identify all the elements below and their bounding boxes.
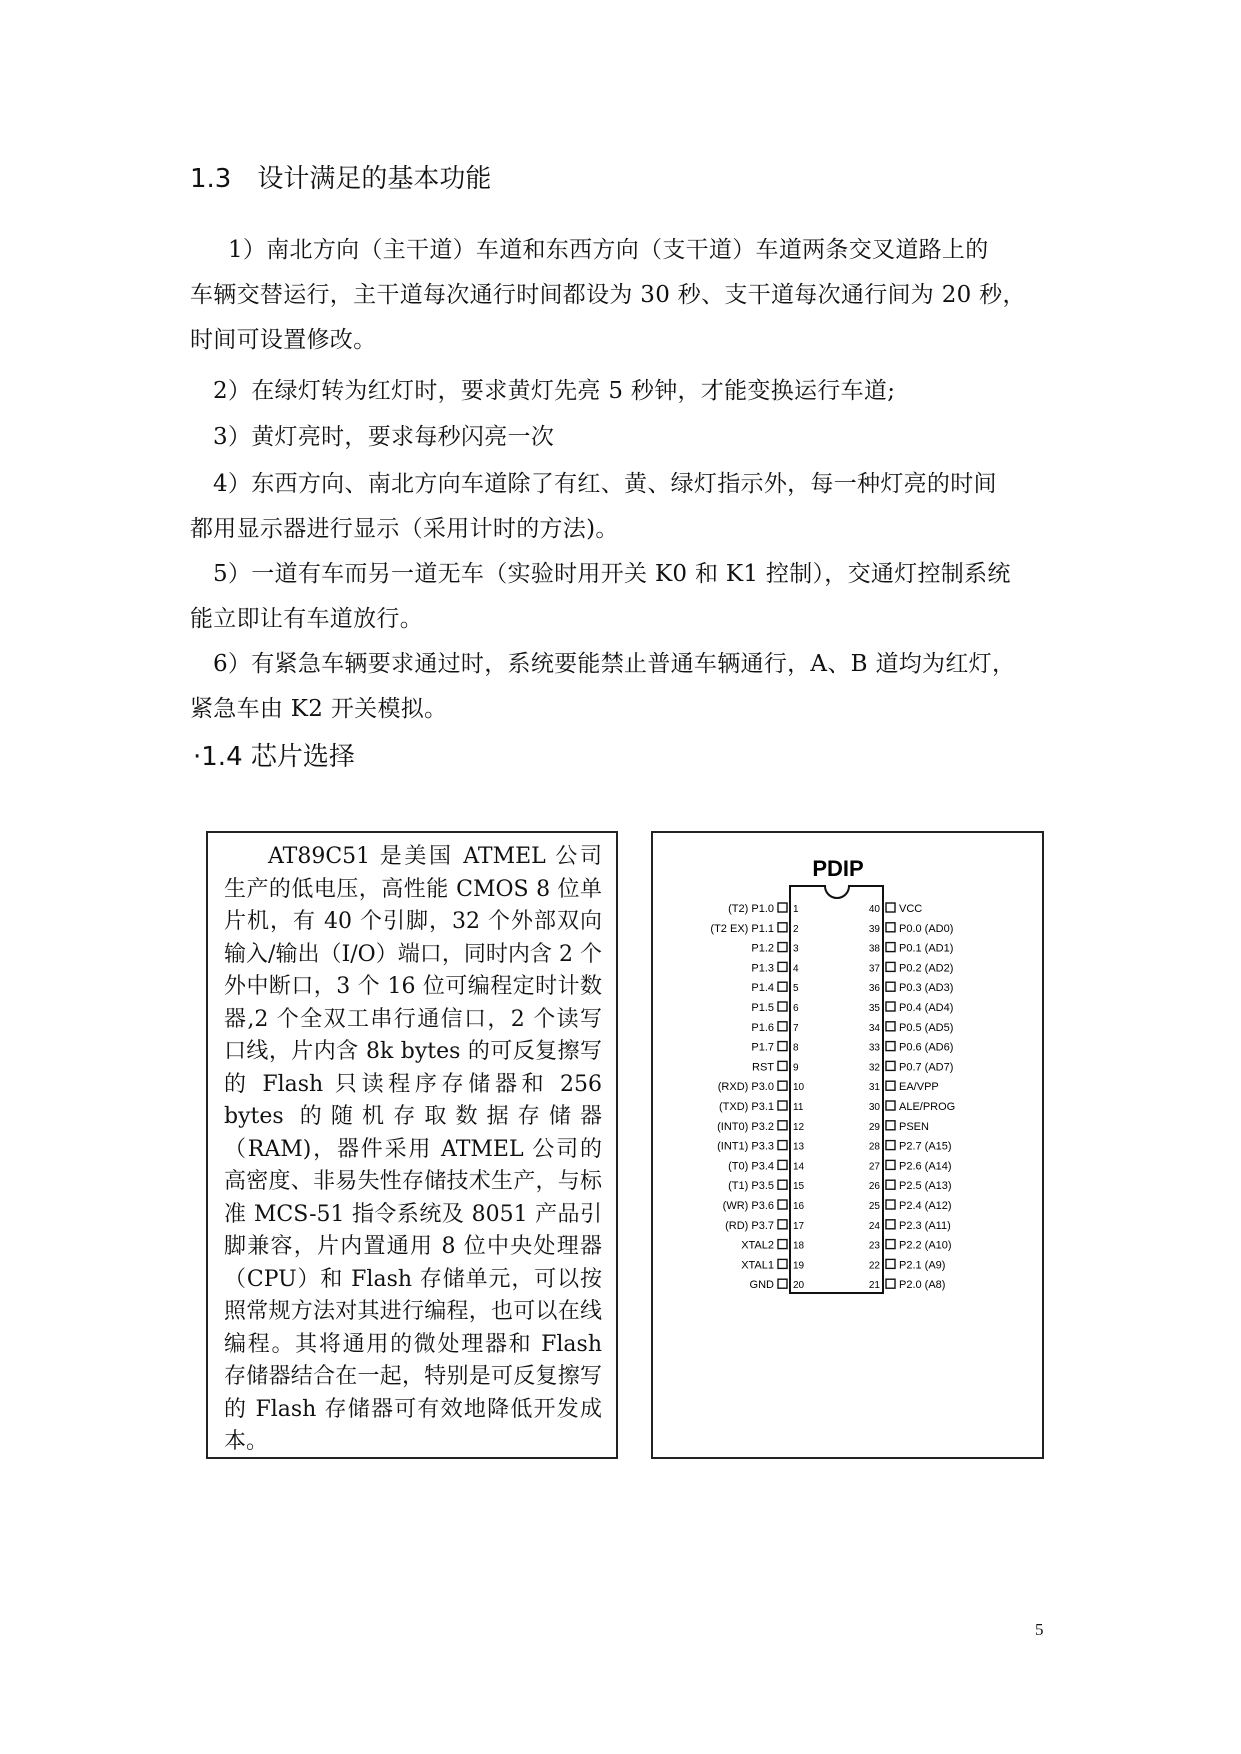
- pin-number: 28: [868, 1141, 880, 1153]
- pin-label: ALE/PROG: [899, 1101, 956, 1113]
- pin-35: [869, 1002, 954, 1014]
- pin-label: GND: [749, 1279, 774, 1292]
- item-5-line: 5）一道有车而另一道无车（实验时用开关 K0 和 K1 控制），交通灯控制系统: [213, 561, 1011, 587]
- pin-square: [886, 1141, 895, 1150]
- pin-square: [886, 962, 895, 971]
- pin-label: XTAL2: [741, 1239, 774, 1252]
- pin-number: 12: [793, 1121, 805, 1133]
- pin-square: [886, 903, 895, 912]
- pin-number: 14: [793, 1161, 805, 1173]
- pin-label: P1.6: [751, 1021, 774, 1034]
- pin-square: [778, 903, 787, 912]
- pin-square: [886, 1180, 895, 1189]
- item-1-line: 时间可设置修改。: [190, 327, 377, 353]
- pin-label: P0.4 (AD4): [899, 1002, 954, 1014]
- pin-square: [778, 1259, 787, 1268]
- pin-square: [778, 1061, 787, 1070]
- pin-label: (TXD) P3.1: [718, 1101, 774, 1113]
- pin-square: [778, 1180, 787, 1189]
- pin-square: [778, 1121, 787, 1130]
- item-5-paragraph: [190, 552, 1070, 642]
- pin-label: (T1) P3.5: [728, 1180, 774, 1193]
- pin-label: P0.3 (AD3): [899, 982, 954, 995]
- pin-11: [719, 1101, 804, 1113]
- pin-number: 29: [868, 1121, 880, 1133]
- pin-8: [751, 1042, 799, 1054]
- pin-number: 6: [793, 1003, 799, 1014]
- pin-33: [869, 1042, 954, 1054]
- pin-10: [718, 1081, 805, 1093]
- pin-number: 39: [868, 923, 880, 935]
- pin-21: [869, 1279, 946, 1291]
- pin-20: [750, 1279, 805, 1291]
- pin-label: P1.3: [751, 962, 774, 975]
- pin-40: [869, 903, 922, 915]
- pin-27: [869, 1160, 952, 1172]
- pin-39: [869, 923, 954, 935]
- pin-number: 1: [793, 904, 799, 915]
- pin-square: [886, 1022, 895, 1031]
- pin-square: [778, 1002, 787, 1011]
- chip-description-text: [224, 841, 602, 1459]
- pin-label: P2.0 (A8): [899, 1279, 946, 1292]
- chip-diagram-box: [651, 831, 1044, 1459]
- pin-number: 20: [793, 1280, 805, 1292]
- pin-number: 30: [868, 1102, 880, 1113]
- pin-label: (RD) P3.7: [725, 1219, 774, 1232]
- pin-number: 32: [868, 1062, 880, 1074]
- pin-number: 11: [793, 1102, 804, 1113]
- pin-square: [778, 982, 787, 991]
- pin-13: [717, 1141, 804, 1153]
- pin-22: [869, 1259, 946, 1271]
- pin-square: [886, 1061, 895, 1070]
- pin-square: [778, 1279, 787, 1288]
- pin-number: 5: [793, 983, 799, 995]
- pin-12: [717, 1121, 804, 1133]
- item-1-line: 车辆交替运行，主干道每次通行时间都设为 30 秒、支干道每次通行间为 20 秒，: [190, 282, 1026, 308]
- pin-label: P0.2 (AD2): [899, 962, 954, 975]
- pin-square: [886, 1240, 895, 1249]
- pin-label: P2.6 (A14): [899, 1160, 952, 1173]
- pin-square: [886, 1220, 895, 1229]
- pin-number: 9: [793, 1062, 799, 1074]
- pin-label: P2.1 (A9): [899, 1259, 946, 1272]
- pin-14: [728, 1160, 804, 1172]
- right-pin-column: [869, 903, 955, 1291]
- item-6-paragraph: [190, 642, 1070, 732]
- pin-37: [869, 962, 954, 974]
- chip-description-box: [206, 831, 618, 1459]
- item-1-paragraph: [190, 228, 1070, 363]
- pin-label: XTAL1: [741, 1259, 774, 1272]
- pin-number: 27: [868, 1161, 880, 1173]
- pin-24: [869, 1220, 951, 1232]
- pin-square: [778, 1141, 787, 1150]
- pin-number: 34: [868, 1022, 880, 1034]
- pin-label: PSEN: [899, 1120, 929, 1133]
- pin-number: 25: [868, 1201, 880, 1212]
- pin-number: 23: [868, 1240, 880, 1252]
- pin-label: VCC: [899, 903, 923, 915]
- pin-34: [869, 1022, 954, 1034]
- pdip-pinout-diagram: [653, 833, 1042, 1457]
- pin-label: P2.5 (A13): [899, 1180, 952, 1193]
- pin-number: 13: [793, 1141, 805, 1153]
- pin-16: [723, 1200, 805, 1212]
- pin-2: [710, 923, 799, 935]
- pin-number: 15: [793, 1181, 805, 1193]
- pin-label: (INT1) P3.3: [717, 1140, 774, 1153]
- pin-number: 10: [793, 1082, 805, 1094]
- pin-label: P1.4: [751, 982, 774, 995]
- item-2-text: 2）在绿灯转为红灯时，要求黄灯先亮 5 秒钟，才能变换运行车道;: [213, 378, 896, 404]
- pin-18: [741, 1240, 804, 1252]
- pin-number: 2: [793, 923, 799, 935]
- pin-number: 35: [868, 1003, 880, 1014]
- pin-square: [886, 923, 895, 932]
- pin-7: [751, 1022, 799, 1034]
- pin-square: [886, 1002, 895, 1011]
- pin-square: [778, 1240, 787, 1249]
- pin-square: [886, 1101, 895, 1110]
- pin-label: P1.7: [751, 1041, 774, 1054]
- pin-number: 38: [868, 943, 880, 955]
- pin-label: (INT0) P3.2: [717, 1120, 774, 1133]
- pin-1: [728, 903, 799, 915]
- pin-number: 16: [793, 1201, 805, 1212]
- pin-label: P2.7 (A15): [899, 1140, 952, 1153]
- item-4-line: 都用显示器进行显示（采用计时的方法)。: [190, 516, 619, 542]
- pin-9: [752, 1061, 799, 1073]
- pin-square: [886, 1279, 895, 1288]
- pin-number: 7: [793, 1022, 799, 1034]
- pin-label: P0.0 (AD0): [899, 922, 954, 935]
- item-6-line: 6）有紧急车辆要求通过时，系统要能禁止普通车辆通行，A、B 道均为红灯，: [213, 651, 1016, 677]
- pin-label: (T0) P3.4: [728, 1160, 774, 1173]
- pin-29: [869, 1121, 929, 1133]
- pin-36: [869, 982, 954, 994]
- pin-label: P0.1 (AD1): [899, 942, 954, 955]
- pin-label: (RXD) P3.0: [717, 1081, 774, 1094]
- pin-15: [728, 1180, 804, 1192]
- pin-number: 18: [793, 1240, 805, 1252]
- item-5-line: 能立即让有车道放行。: [190, 606, 423, 632]
- pin-label: P0.6 (AD6): [899, 1041, 954, 1054]
- pin-30: [869, 1101, 955, 1113]
- pin-38: [869, 943, 954, 955]
- pin-label: P0.7 (AD7): [899, 1061, 954, 1074]
- chip-description-paragraph: AT89C51 是美国 ATMEL 公司生产的低电压，高性能 CMOS 8 位单片机，有 40 个引脚，32 个外部双向输入/输出（I/O）端口，同时内含 2 个外中断口，3 个 16 位可编程定时计数器,2 个全双工串行通信口，2 个读写口线，片内含 8k bytes 的可反复擦写的 Flash 只读程序存储器和 256 bytes 的随机存取数据存储器（RAM)，器件采用 ATMEL 公司的高密度、非易失性存储技术生产，与标准 MCS-51 指令系统及 8051 产品引脚兼容，片内置通用 8 位中央处理器（CPU）和 Flash 存储单元，可以按照常规方法对其进行编程，也可以在线编程。其将通用的微处理器和 Flash 存储器结合在一起，特别是可反复擦写的 Flash 存储器可有效地降低开发成本。: [224, 844, 602, 1454]
- pin-label: P1.5: [751, 1002, 774, 1014]
- pin-label: P2.3 (A11): [899, 1219, 951, 1232]
- item-4-line: 4）东西方向、南北方向车道除了有红、黄、绿灯指示外，每一种灯亮的时间: [213, 471, 997, 497]
- pin-number: 31: [868, 1082, 880, 1094]
- pin-square: [886, 1160, 895, 1169]
- pin-6: [751, 1002, 799, 1014]
- pin-number: 36: [868, 983, 880, 995]
- pin-4: [751, 962, 799, 974]
- pin-number: 3: [793, 943, 799, 955]
- pin-square: [778, 1101, 787, 1110]
- pin-32: [869, 1061, 954, 1073]
- pin-square: [886, 943, 895, 952]
- pin-number: 22: [868, 1260, 880, 1272]
- pin-square: [778, 943, 787, 952]
- pin-number: 33: [868, 1042, 880, 1054]
- pin-square: [778, 1160, 787, 1169]
- pin-number: 24: [868, 1220, 880, 1232]
- page-number: 5: [1035, 1620, 1044, 1639]
- pin-label: (T2) P1.0: [728, 903, 774, 915]
- pin-label: P0.5 (AD5): [899, 1021, 954, 1034]
- pin-label: P2.4 (A12): [899, 1200, 952, 1212]
- pin-25: [869, 1200, 952, 1212]
- item-4-paragraph: [190, 462, 1070, 552]
- pin-square: [886, 1200, 895, 1209]
- pin-square: [886, 1042, 895, 1051]
- pin-square: [778, 1042, 787, 1051]
- pin-label: P2.2 (A10): [899, 1239, 952, 1252]
- pin-28: [869, 1141, 952, 1153]
- pin-square: [886, 982, 895, 991]
- pin-17: [725, 1220, 804, 1232]
- pin-square: [778, 1200, 787, 1209]
- pin-square: [886, 1121, 895, 1130]
- package-label: PDIP: [812, 856, 864, 881]
- pin-label: RST: [752, 1061, 774, 1074]
- section-heading-1-4: ·1.4 芯片选择: [193, 742, 355, 772]
- item-1-line: 1）南北方向（主干道）车道和东西方向（支干道）车道两条交叉道路上的: [228, 237, 989, 263]
- pin-label: (WR) P3.6: [722, 1200, 774, 1212]
- pin-number: 40: [868, 904, 880, 915]
- pin-square: [778, 1220, 787, 1229]
- item-3-text: 3）黄灯亮时，要求每秒闪亮一次: [213, 424, 555, 450]
- pin-31: [869, 1081, 939, 1093]
- pin-square: [778, 1022, 787, 1031]
- pin-square: [886, 1081, 895, 1090]
- pin-number: 4: [793, 963, 799, 975]
- pin-26: [869, 1180, 952, 1192]
- pin-number: 17: [793, 1220, 805, 1232]
- pin-label: P1.2: [751, 942, 774, 955]
- pin-5: [751, 982, 799, 994]
- pin-number: 37: [868, 963, 880, 975]
- pin-number: 8: [793, 1042, 799, 1054]
- pin-number: 21: [868, 1280, 880, 1292]
- pin-3: [751, 943, 799, 955]
- pin-square: [778, 962, 787, 971]
- section-heading-1-3: 1.3 设计满足的基本功能: [190, 164, 492, 194]
- pin-square: [886, 1259, 895, 1268]
- pin-23: [869, 1240, 952, 1252]
- pin-number: 26: [868, 1181, 880, 1193]
- pin-number: 19: [793, 1260, 805, 1272]
- pin-label: EA/VPP: [899, 1081, 939, 1094]
- item-6-line: 紧急车由 K2 开关模拟。: [190, 696, 448, 722]
- pin-square: [778, 923, 787, 932]
- pin-label: (T2 EX) P1.1: [710, 922, 774, 935]
- pin-19: [741, 1259, 804, 1271]
- pin-square: [778, 1081, 787, 1090]
